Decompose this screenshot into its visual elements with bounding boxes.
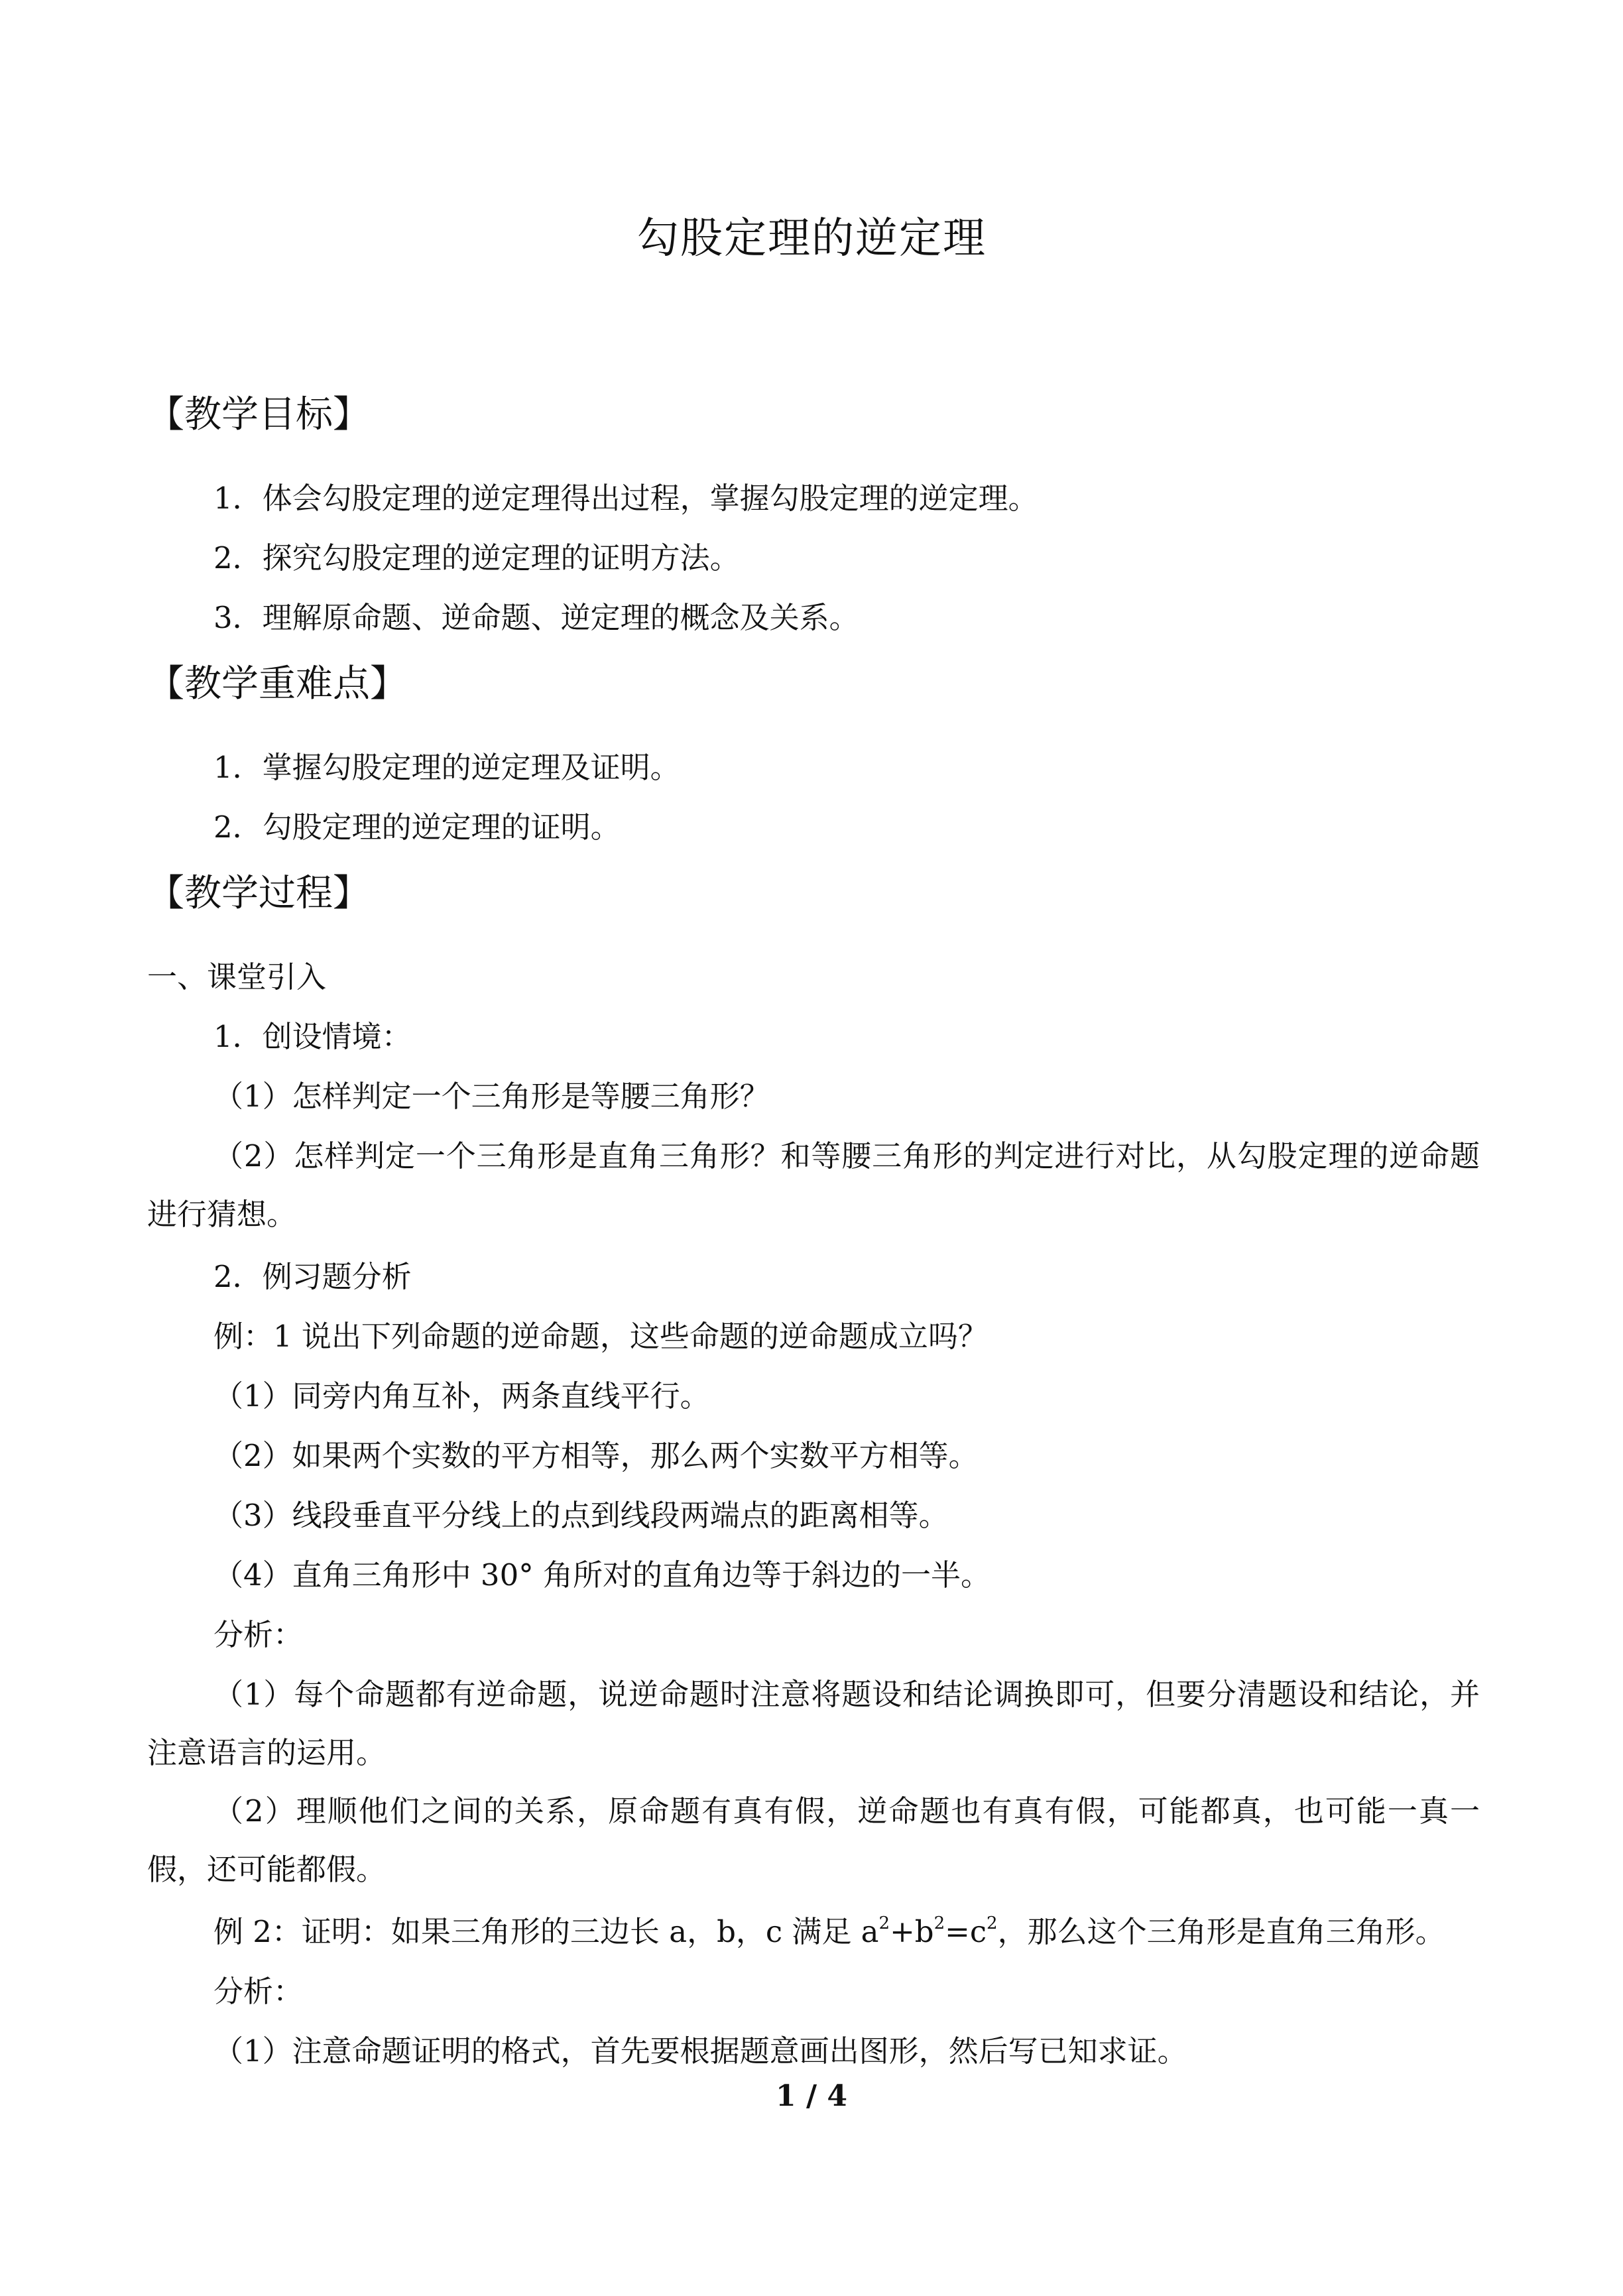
example-2-suffix: ，那么这个三角形是直角三角形。 <box>997 1914 1445 1949</box>
objective-item-3: 3．理解原命题、逆命题、逆定理的概念及关系。 <box>213 600 859 635</box>
example-1: 例：1 说出下列命题的逆命题，这些命题的逆命题成立吗？ <box>213 1319 988 1354</box>
question-2: （2）怎样判定一个三角形是直角三角形？和等腰三角形的判定进行对比，从勾股定理的逆命题进行猜想。 <box>147 1138 1480 1232</box>
example-2-prefix: 例 2：证明：如果三角形的三边长 a，b，c 满足 a <box>213 1914 879 1949</box>
page-title: 勾股定理的逆定理 <box>636 214 987 263</box>
example-2 <box>213 1912 1445 1952</box>
analysis-1: （1）每个命题都有逆命题，说逆命题时注意将题设和结论调换即可，但要分清题设和结论，并注意语言的运用。 <box>147 1677 1480 1770</box>
superscript-a: 2 <box>878 1913 890 1933</box>
objective-item-2: 2．探究勾股定理的逆定理的证明方法。 <box>213 540 740 575</box>
heading-objectives: 【教学目标】 <box>147 393 370 436</box>
part-1-heading: 一、课堂引入 <box>147 959 327 995</box>
superscript-b: 2 <box>933 1913 945 1933</box>
objective-item-1: 1．体会勾股定理的逆定理得出过程，掌握勾股定理的逆定理。 <box>213 481 1038 516</box>
example-2-mid-2: =c <box>945 1914 987 1949</box>
question-1: （1）怎样判定一个三角形是等腰三角形？ <box>213 1079 770 1114</box>
example-2-mid-1: +b <box>890 1914 934 1949</box>
example-1-item-4: （4）直角三角形中 30° 角所对的直角边等于斜边的一半。 <box>213 1557 991 1593</box>
analysis-2: （2）理顺他们之间的关系，原命题有真有假，逆命题也有真有假，可能都真，也可能一真一假，还可能都假。 <box>147 1793 1480 1887</box>
step-2: 2．例习题分析 <box>213 1259 412 1294</box>
key-point-item-1: 1．掌握勾股定理的逆定理及证明。 <box>213 750 680 785</box>
example-1-item-3: （3）线段垂直平分线上的点到线段两端点的距离相等。 <box>213 1498 949 1533</box>
analysis-label-1: 分析： <box>213 1617 304 1652</box>
step-1: 1．创设情境： <box>213 1019 412 1054</box>
example-1-item-1: （1）同旁内角互补，两条直线平行。 <box>213 1378 710 1414</box>
superscript-c: 2 <box>987 1913 998 1933</box>
analysis-label-2: 分析： <box>213 1974 304 2009</box>
page-number: 1 / 4 <box>776 2079 847 2113</box>
heading-key-points: 【教学重难点】 <box>147 662 407 705</box>
analysis-3: （1）注意命题证明的格式，首先要根据题意画出图形，然后写已知求证。 <box>213 2033 1187 2069</box>
key-point-item-2: 2．勾股定理的逆定理的证明。 <box>213 810 621 845</box>
heading-process: 【教学过程】 <box>147 872 370 915</box>
example-1-item-2: （2）如果两个实数的平方相等，那么两个实数平方相等。 <box>213 1438 979 1473</box>
